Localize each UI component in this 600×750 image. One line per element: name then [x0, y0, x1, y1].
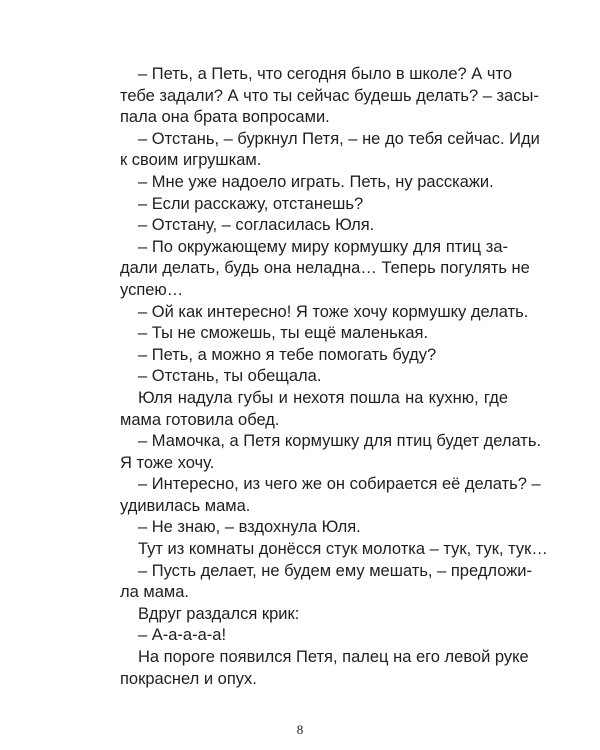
page-number: 8	[296, 722, 304, 737]
text-line: Тут из комнаты донёсся стук молотка – тук, тук, тук…	[138, 540, 548, 559]
text-line: покраснел и опух.	[120, 669, 257, 688]
text-line: дали делать, будь она неладна… Теперь погулять не	[120, 259, 530, 278]
story-text	[120, 64, 548, 690]
text-line: На пороге появился Петя, палец на его левой руке	[138, 648, 529, 667]
text-line: Я тоже хочу.	[120, 453, 215, 472]
text-line: к своим игрушкам.	[120, 151, 262, 170]
text-line: – Не знаю, – вздохнула Юля.	[138, 518, 361, 537]
text-line: тебе задали? А что ты сейчас будешь делать? – засы-	[120, 86, 539, 105]
text-line: Юля надула губы и нехотя пошла на кухню, где	[138, 388, 508, 407]
text-line: Вдруг раздался крик:	[138, 604, 300, 623]
text-line: – Отстань, ты обещала.	[138, 367, 322, 386]
text-line: ла мама.	[120, 583, 190, 602]
text-line: – Ой как интересно! Я тоже хочу кормушку делать.	[138, 302, 529, 321]
text-line: – Мне уже надоело играть. Петь, ну расскажи.	[138, 172, 494, 191]
text-line: – Ты не сможешь, ты ещё маленькая.	[138, 324, 429, 343]
text-line: – Интересно, из чего же он собирается её делать? –	[138, 475, 541, 494]
text-line: мама готовила обед.	[120, 410, 280, 429]
text-line: – Если расскажу, отстанешь?	[138, 194, 364, 213]
text-line: – А-а-а-а-а!	[138, 626, 227, 645]
text-line: – Пусть делает, не будем ему мешать, – предложи-	[138, 561, 532, 580]
text-line: – Петь, а можно я тебе помогать буду?	[138, 345, 437, 364]
text-line: пала она брата вопросами.	[120, 108, 330, 127]
text-line: – Петь, а Петь, что сегодня было в школе? А что	[138, 65, 513, 83]
text-line: – Мамочка, а Петя кормушку для птиц будет делать.	[138, 432, 542, 451]
text-line: успею…	[120, 280, 184, 299]
text-line: – По окружающему миру кормушку для птиц за-	[138, 237, 508, 256]
text-line: – Отстань, – буркнул Петя, – не до тебя сейчас. Иди	[138, 129, 540, 148]
text-line: удивилась мама.	[120, 496, 251, 515]
text-line: – Отстану, – согласилась Юля.	[138, 216, 375, 235]
